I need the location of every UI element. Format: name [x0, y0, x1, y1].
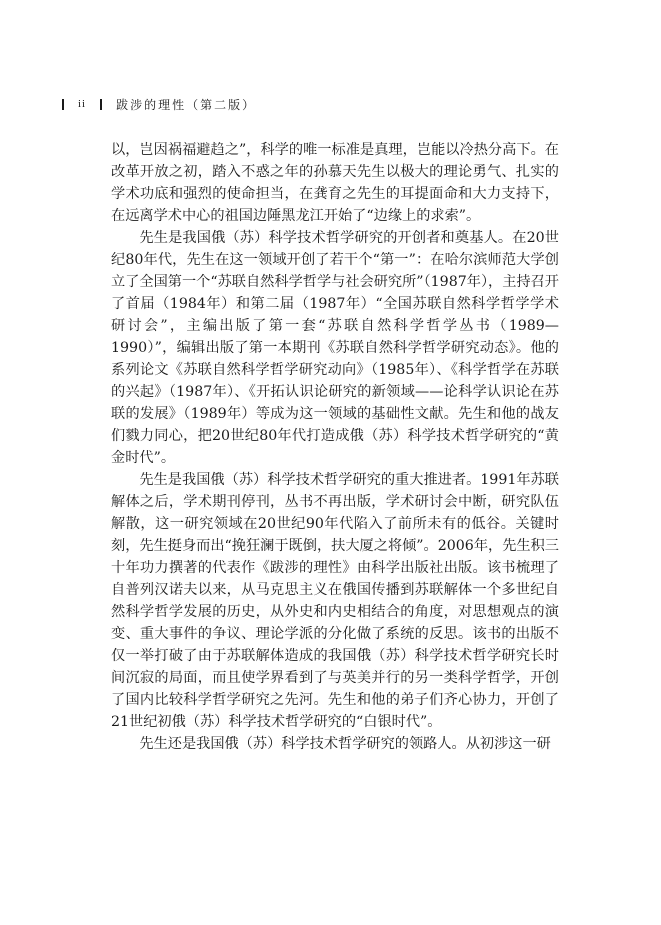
paragraph-promoter: 先生是我国俄（苏）科学技术哲学研究的重大推进者。1991年苏联解体之后，学术期刊停刊，丛书不再出版，学术研讨会中断，研究队伍解散，这一研究领域在20世纪90年代陷入了前所未有的低谷。关键时刻，先生挺身而出“挽狂澜于既倒，扶大厦之将倾”。2006年，先生积三十年功力撰著的代表作《跋涉的理性》由科学出版社出版。该书梳理了自普列汉诺夫以来，从马克思主义在俄国传播到苏联解体一个多世纪自然科学哲学发展的历史，从外史和内史相结合的角度，对思想观点的演变、重大事件的争议、理论学派的分化做了系统的反思。该书的出版不仅一举打破了由于苏联解体造成的我国俄（苏）科学技术哲学研究长时间沉寂的局面，而且使学界看到了与英美并行的另一类科学哲学，开创了国内比较科学哲学研究之先河。先生和他的弟子们齐心协力，开创了21世纪初俄（苏）科学技术哲学研究的“白银时代”。: [111, 472, 559, 730]
header-bar-left: [62, 99, 64, 110]
paragraph-pioneer: 先生是我国俄（苏）科学技术哲学研究的开创者和奠基人。在20世纪80年代，先生在这一领域开创了若干个“第一”：在哈尔滨师范大学创立了全国第一个“苏联自然科学哲学与社会研究所”（1987年），主持召开了首届（1984年）和第二届（1987年）“全国苏联自然科学哲学学术研讨会”，主编出版了第一套“苏联自然科学哲学丛书（1989—1990）”，编辑出版了第一本期刊《苏联自然科学哲学研究动态》。他的系列论文《苏联自然科学哲学研究动向》（1985年）、《科学哲学在苏联的兴起》（1987年）、《开拓认识论研究的新领域——论科学认识论在苏联的发展》（1989年）等成为这一领域的基础性文献。先生和他的战友们戮力同心，把20世纪80年代打造成俄（苏）科学技术哲学研究的“黄金时代”。: [111, 230, 559, 466]
paragraph-continued: 以，岂因祸福避趋之”，科学的唯一标准是真理，岂能以冷热分高下。在改革开放之初，踏入不惑之年的孙慕天先生以极大的理论勇气、扎实的学术功底和强烈的使命担当，在龚育之先生的耳提面命和大力支持下，在远离学术中心的祖国边陲黑龙江开始了“边缘上的求索”。: [111, 142, 559, 224]
paragraph-leader: 先生还是我国俄（苏）科学技术哲学研究的领路人。从初涉这一研: [139, 736, 551, 752]
header-bar-right: [100, 99, 102, 110]
running-header: [62, 96, 256, 112]
body-text: [111, 139, 559, 755]
book-title: 跋涉的理性（第二版）: [116, 97, 257, 112]
page-number: ii: [78, 98, 87, 110]
